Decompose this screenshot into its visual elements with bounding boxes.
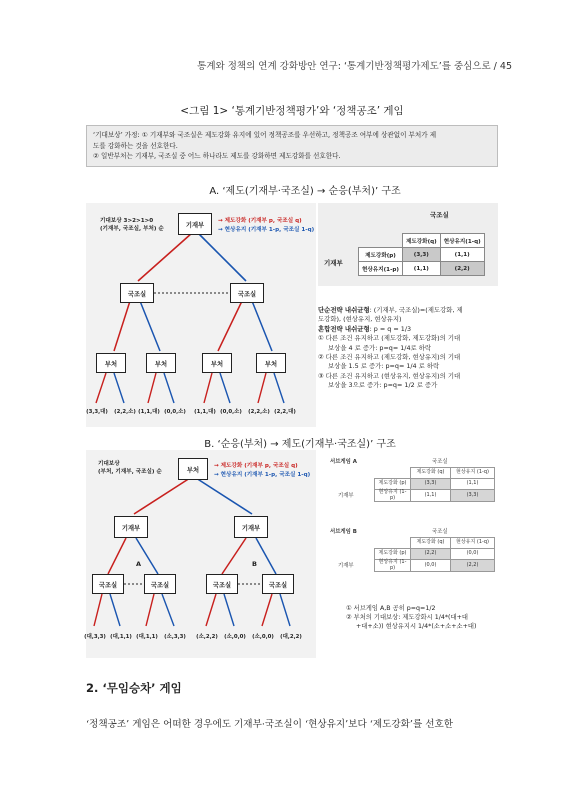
matrix-cell: (1,1) bbox=[440, 248, 484, 262]
matrix-row-header: 현상유지(1-p) bbox=[359, 262, 403, 276]
leaf-payoff: (대,2,2) bbox=[280, 634, 302, 640]
payoff-order-label: 기대보상 3>2>1>0 (기재부, 국조실, 부처) 순 bbox=[100, 218, 164, 232]
matrix-table bbox=[358, 233, 485, 276]
subgame-row-player: 기재부 bbox=[338, 493, 354, 499]
tree-node-level3: 국조실 bbox=[92, 574, 124, 594]
leaf-payoff: (대,3,3) bbox=[84, 634, 106, 640]
matrix-cell: (2,2) bbox=[440, 262, 484, 276]
panel-a-edges bbox=[86, 203, 316, 427]
leaf-payoff: (소,2,2) bbox=[196, 634, 218, 640]
panel-b-tree bbox=[86, 450, 316, 658]
tree-node-root: 기재부 bbox=[178, 213, 212, 235]
running-header: 통계와 정책의 연계 강화방안 연구: ‘통계기반정책평가제도’를 중심으로 / 45 bbox=[197, 61, 512, 72]
leaf-payoff: (0,0,소) bbox=[220, 409, 242, 415]
pure-strategy-label: 단순전략 내쉬균형 bbox=[318, 306, 370, 314]
leaf-payoff: (2,2,소) bbox=[114, 409, 136, 415]
leaf-payoff: (소,0,0) bbox=[224, 634, 246, 640]
leaf-payoff: (소,0,0) bbox=[252, 634, 274, 640]
tree-node-level2: 기재부 bbox=[114, 516, 148, 538]
panel-b-edges bbox=[86, 450, 316, 658]
leaf-payoff: (1,1,대) bbox=[194, 409, 216, 415]
tree-node-level3: 부처 bbox=[146, 353, 176, 373]
matrix-row-player: 기재부 bbox=[324, 259, 343, 267]
panel-a-title: A. ‘제도(기재부·국조실) → 순응(부처)’ 구조 bbox=[209, 186, 401, 197]
tree-node-level3: 부처 bbox=[202, 353, 232, 373]
payoff-matrix bbox=[318, 203, 498, 286]
matrix-col-header: 제도강화(q) bbox=[402, 234, 440, 248]
tree-node-level3: 국조실 bbox=[206, 574, 238, 594]
legend-status-quo: → 현상유지 (기재부 1-p, 국조실 1-q) bbox=[214, 472, 311, 478]
legend-strengthen: → 제도강화 (기재부 p, 국조실 q) bbox=[214, 463, 298, 469]
tree-node-level3: 국조실 bbox=[144, 574, 176, 594]
subgame-b-marker: B bbox=[252, 560, 257, 568]
tree-node-level3: 국조실 bbox=[262, 574, 294, 594]
panel-a-tree bbox=[86, 203, 316, 427]
tree-node-level3: 부처 bbox=[96, 353, 126, 373]
subgame-a-marker: A bbox=[136, 560, 142, 568]
payoff-order-label: 기대보상 (부처, 기재부, 국조실) 순 bbox=[98, 461, 162, 475]
subgame-title: 서브게임 A bbox=[330, 459, 357, 465]
note-line: 도를 강화하는 것을 선호한다. bbox=[93, 141, 178, 150]
leaf-payoff: (대,1,1) bbox=[136, 634, 158, 640]
tree-node-level2: 국조실 bbox=[120, 283, 154, 303]
subgame-table: 제도강화 (q) 현상유지 (1-q) 제도강화 (p) (3,3) (1,1) 현상유지 (1-p) (1,1) (3,3) bbox=[374, 467, 495, 502]
leaf-payoff: (소,3,3) bbox=[164, 634, 186, 640]
matrix-cell: (3,3) bbox=[402, 248, 440, 262]
note-line: ② 일반부처는 기재부, 국조실 중 어느 하나라도 제도를 강화하면 제도강화를 선호한다. bbox=[93, 152, 341, 160]
tree-node-level2: 기재부 bbox=[234, 516, 268, 538]
note-line: ‘기대보상’ 가정: ① 기재부와 국조실은 제도강화 유지에 있어 정책공조를 우선하고, 정책공조 여부에 상관없이 부처가 제 bbox=[93, 131, 437, 139]
tree-node-root: 부처 bbox=[178, 458, 208, 480]
leaf-payoff: (2,2,대) bbox=[274, 409, 296, 415]
assumption-note bbox=[86, 125, 498, 167]
leaf-payoff: (3,3,대) bbox=[86, 409, 108, 415]
section-heading: 2. ‘무임승차’ 게임 bbox=[86, 681, 182, 695]
tree-node-level3: 부처 bbox=[256, 353, 286, 373]
subgame-row-player: 기재부 bbox=[338, 563, 354, 569]
matrix-col-player: 국조실 bbox=[430, 211, 449, 219]
subgame-table: 제도강화 (q) 현상유지 (1-q) 제도강화 (p) (2,2) (0,0) 현상유지 (1-p) (0,0) (2,2) bbox=[374, 537, 495, 572]
subgame-col-player: 국조실 bbox=[432, 529, 448, 535]
subgame-col-player: 국조실 bbox=[432, 459, 448, 465]
subgame-b bbox=[330, 527, 498, 591]
mixed-strategy-label: 혼합전략 내쉬균형 bbox=[318, 324, 370, 333]
body-paragraph: ‘정책공조’ 게임은 어떠한 경우에도 기재부·국조실이 ‘현상유지’보다 ‘제도강화’를 선호한 bbox=[86, 719, 454, 730]
leaf-payoff: (대,1,1) bbox=[110, 634, 132, 640]
leaf-payoff: (0,0,소) bbox=[164, 409, 186, 415]
matrix-col-header: 현상유지(1-q) bbox=[440, 234, 484, 248]
equilibrium-notes: 단순전략 내쉬균형: (기재부, 국조실)=(제도강화, 제 도강화), (현상유지, 현상유지) 혼합전략 내쉬균형: p = q = 1/3 ① 다른 조건 유지하고 (제도강화, 제도강화)의 기대 보상을 4 로 증가: p=q= 1/4로 하락 ② 다른 조건 유지하고 (제도강화, 현상유지)의 기대 보상을 1.5 로 증가: p=q= 1/4 로 하락 ③ 다른 조건 유지하고 (현상유지, 현상유지)의 기대 보상을 3으로 증가: p=q= 1/2 로 증가 bbox=[318, 306, 463, 390]
legend-strengthen: → 제도강화 (기재부 p, 국조실 q) bbox=[218, 218, 302, 224]
tree-node-level2: 국조실 bbox=[230, 283, 264, 303]
matrix-cell: (1,1) bbox=[402, 262, 440, 276]
leaf-payoff: (1,1,대) bbox=[138, 409, 160, 415]
leaf-payoff: (2,2,소) bbox=[248, 409, 270, 415]
subgame-notes: ① 서브게임 A,B 공히 p=q=1/2 ② 부처의 기대보상: 제도강화시 1/4*(대+대 +대+소)) 현상유지시 1/4*(소+소+소+대) bbox=[346, 605, 477, 631]
subgame-a bbox=[330, 457, 498, 521]
figure-caption: <그림 1> ‘통계기반정책평가’와 ‘정책공조’ 게임 bbox=[180, 105, 404, 117]
panel-b-title: B. ‘순응(부처) → 제도(기재부·국조실)’ 구조 bbox=[204, 439, 396, 450]
subgame-title: 서브게임 B bbox=[330, 529, 357, 535]
legend-status-quo: → 현상유지 (기재부 1-p, 국조실 1-q) bbox=[218, 227, 315, 233]
matrix-row-header: 제도강화(p) bbox=[359, 248, 403, 262]
